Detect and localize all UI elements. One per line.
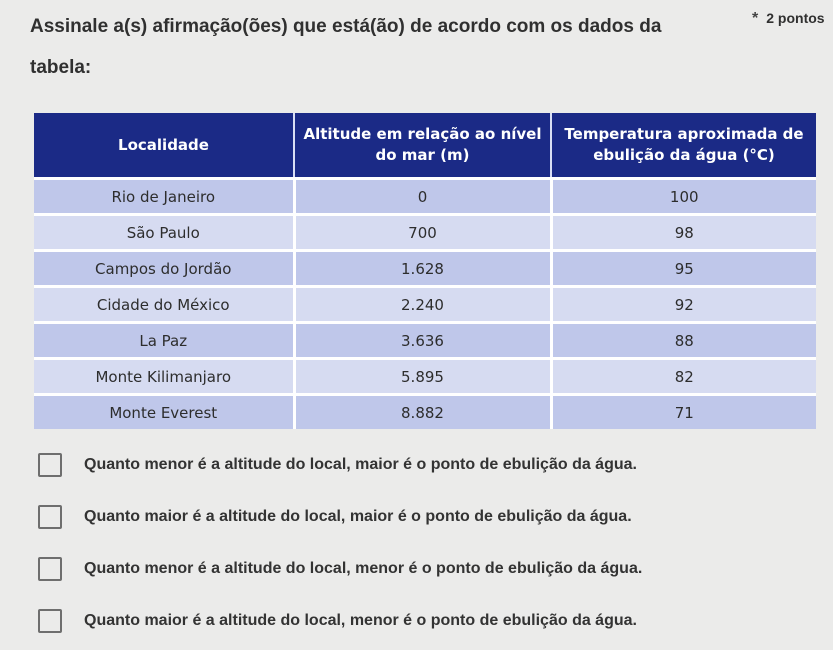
cell-altitude: 700: [294, 215, 551, 251]
option-2[interactable]: [38, 492, 642, 542]
table-row: [34, 287, 816, 323]
question-text: Assinale a(s) afirmação(ões) que está(ão) de acordo com os dados da tabela:: [30, 16, 662, 78]
cell-temperatura: 98: [551, 215, 816, 251]
cell-localidade: Monte Kilimanjaro: [34, 359, 294, 395]
cell-localidade: Cidade do México: [34, 287, 294, 323]
option-1[interactable]: [38, 440, 642, 490]
table-row: [34, 323, 816, 359]
option-label[interactable]: Quanto maior é a altitude do local, menor é o ponto de ebulição da água.: [84, 612, 637, 629]
table-row: [34, 359, 816, 395]
option-3[interactable]: [38, 544, 642, 594]
option-4[interactable]: [38, 596, 642, 646]
header-altitude: Altitude em relação ao nível do mar (m): [294, 113, 551, 179]
cell-altitude: 1.628: [294, 251, 551, 287]
table-header-row: [34, 113, 816, 179]
cell-temperatura: 92: [551, 287, 816, 323]
table-row: [34, 215, 816, 251]
checkbox-option-2[interactable]: [38, 505, 62, 529]
header-localidade: Localidade: [34, 113, 294, 179]
checkbox-option-1[interactable]: [38, 453, 62, 477]
cell-altitude: 3.636: [294, 323, 551, 359]
cell-localidade: Monte Everest: [34, 395, 294, 430]
cell-temperatura: 95: [551, 251, 816, 287]
cell-temperatura: 82: [551, 359, 816, 395]
cell-localidade: Campos do Jordão: [34, 251, 294, 287]
option-label[interactable]: Quanto maior é a altitude do local, maior é o ponto de ebulição da água.: [84, 508, 632, 525]
cell-temperatura: 100: [551, 179, 816, 215]
cell-localidade: La Paz: [34, 323, 294, 359]
checkbox-option-4[interactable]: [38, 609, 62, 633]
cell-temperatura: 88: [551, 323, 816, 359]
cell-altitude: 5.895: [294, 359, 551, 395]
table-row: [34, 251, 816, 287]
option-label[interactable]: Quanto menor é a altitude do local, menor é o ponto de ebulição da água.: [84, 560, 643, 577]
option-label[interactable]: Quanto menor é a altitude do local, maior é o ponto de ebulição da água.: [84, 456, 637, 473]
checkbox-option-3[interactable]: [38, 557, 62, 581]
cell-localidade: Rio de Janeiro: [34, 179, 294, 215]
required-marker: *: [752, 10, 759, 27]
answer-options: [38, 440, 642, 648]
cell-altitude: 0: [294, 179, 551, 215]
data-table: [34, 113, 816, 429]
cell-altitude: 8.882: [294, 395, 551, 430]
points-indicator: [752, 10, 825, 28]
table-row: [34, 179, 816, 215]
cell-altitude: 2.240: [294, 287, 551, 323]
cell-localidade: São Paulo: [34, 215, 294, 251]
header-temperatura: Temperatura aproximada de ebulição da água (°C): [551, 113, 816, 179]
table-row: [34, 395, 816, 430]
cell-temperatura: 71: [551, 395, 816, 430]
data-table-container: [34, 113, 833, 430]
points-label: 2 pontos: [766, 10, 825, 26]
